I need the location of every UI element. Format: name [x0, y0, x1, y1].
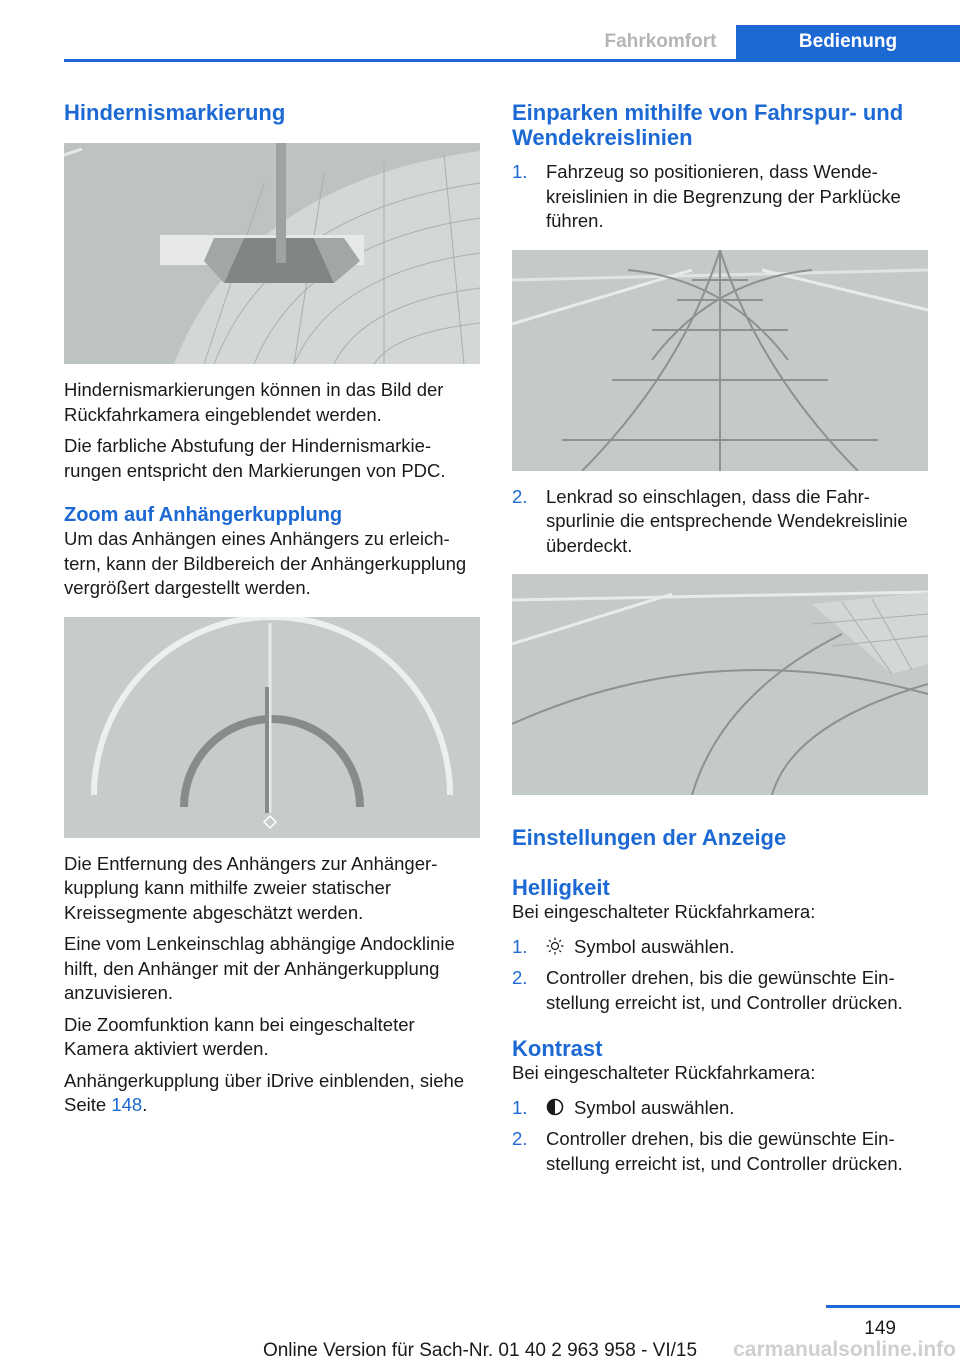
list-item: 2. Lenkrad so einschlagen, dass die Fahrspurlinie die entsprechende Wendekreislinie überdeckt.	[512, 485, 908, 556]
page-number: 149	[864, 1318, 896, 1339]
tab-bedienung[interactable]: Bedienung	[736, 25, 960, 59]
footer-rule	[826, 1305, 960, 1308]
paragraph-contrast: Bei eingeschalteter Rückfahrkamera:	[512, 1062, 816, 1083]
right-column	[512, 100, 928, 1183]
paragraph-brightness: Bei eingeschalteter Rückfahrkamera:	[512, 901, 816, 922]
paragraph-zoom-4: Die Zoomfunktion kann bei eingeschalteter Kamera aktiviert werden.	[64, 1013, 415, 1059]
paragraph-zoom-1: Um das Anhängen eines Anhängers zu erleichtern, kann der Bildbereich der Anhängerkupplung vergrößert dargestellt werden.	[64, 528, 467, 598]
paragraph-zoom-5: Anhängerkupplung über iDrive einblenden, siehe Seite 148.	[64, 1069, 465, 1115]
brightness-steps	[512, 935, 928, 1016]
hitch-zoom-figure	[64, 617, 480, 838]
list-item: 2. Controller drehen, bis die gewünschte Einstellung erreicht ist, und Controller drücken.	[512, 967, 903, 1013]
left-column	[64, 100, 480, 1125]
page-header	[0, 0, 960, 62]
parking-steps-list-1	[512, 160, 928, 234]
watermark: carmanualsonline.info	[733, 1338, 956, 1361]
heading-parking-lines: Einparken mithilfe von Fahrspur- und Wendekreislinien	[512, 100, 904, 150]
parking-lines-figure-1	[512, 250, 928, 471]
brightness-icon	[546, 937, 564, 955]
contrast-steps	[512, 1096, 928, 1177]
list-item: 1. Symbol auswählen.	[512, 1096, 735, 1118]
heading-contrast: Kontrast	[512, 1036, 603, 1061]
contrast-icon	[546, 1098, 564, 1116]
page-reference-link[interactable]: 148	[111, 1094, 143, 1115]
list-item: 1. Symbol auswählen.	[512, 935, 735, 957]
header-rule	[64, 59, 960, 62]
heading-zoom-hitch: Zoom auf Anhängerkupplung	[64, 504, 343, 526]
list-item: 1. Fahrzeug so positionieren, dass Wendekreislinien in die Begrenzung der Parklücke führen.	[512, 161, 901, 231]
heading-display-settings: Einstellungen der Anzeige	[512, 825, 787, 850]
parking-steps-list-2	[512, 485, 928, 559]
heading-obstacle-marking: Hindernismarkierung	[64, 100, 286, 125]
heading-brightness: Helligkeit	[512, 875, 610, 900]
tab-fahrkomfort[interactable]: Fahrkomfort	[604, 31, 717, 52]
obstacle-marking-figure	[64, 143, 480, 364]
online-version-text: Online Version für Sach-Nr. 01 40 2 963 958 - VI/15	[262, 1340, 698, 1361]
paragraph-zoom-2: Die Entfernung des Anhängers zur Anhängerkupplung kann mithilfe zweier statischer Kreissegmente abgeschätzt werden.	[64, 852, 438, 923]
paragraph-obstacle-2: Die farbliche Abstufung der Hindernismarkierungen entspricht den Markierungen von PDC.	[64, 435, 446, 481]
parking-lines-figure-2	[512, 574, 928, 795]
paragraph-obstacle-1: Hindernismarkierungen können in das Bild der Rückfahrkamera eingeblendet werden.	[64, 379, 444, 425]
list-item: 2. Controller drehen, bis die gewünschte Einstellung erreicht ist, und Controller drücken.	[512, 1128, 903, 1174]
paragraph-zoom-3: Eine vom Lenkeinschlag abhängige Andocklinie hilft, den Anhänger mit der Anhängerkupplung anzuvisieren.	[64, 933, 455, 1003]
